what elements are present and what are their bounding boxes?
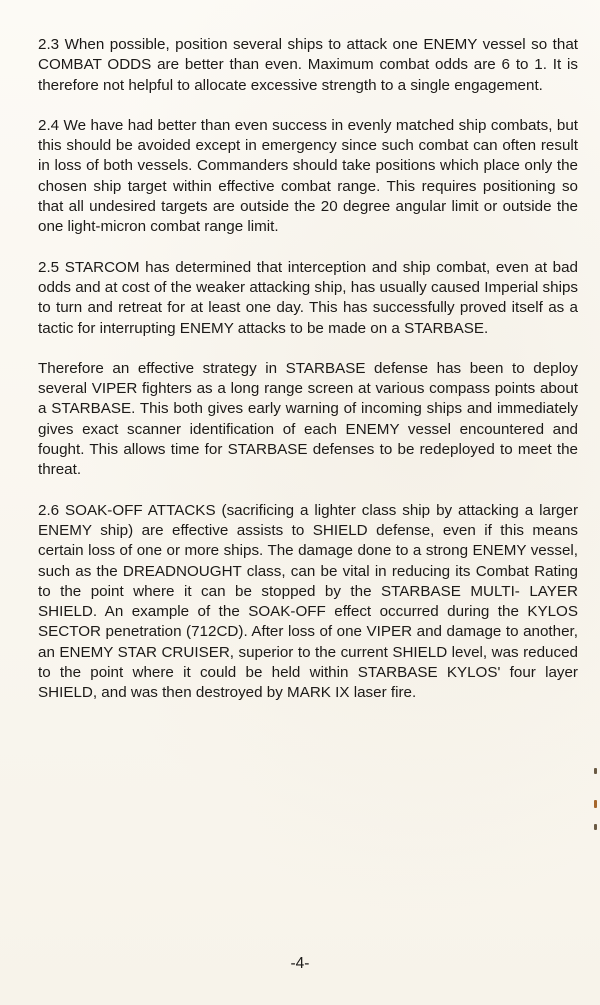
- paragraph-starbase-defense: Therefore an effective strategy in STARBASE defense has been to deploy several VIPER fighters as a long range screen at various compass points about a STARBASE. This both gives early warning of incoming ships and immediately gives exact scanner identification of each ENEMY vessel encountered and fought. This allows time for STARBASE defenses to be redeployed to meet the threat.: [38, 359, 578, 479]
- paragraph-2-6: 2.6 SOAK-OFF ATTACKS (sacrificing a lighter class ship by attacking a larger ENEMY ship) are effective assists to SHIELD defense, even if this means certain loss of one or more ships. The damage done to a strong ENEMY vessel, such as the DREADNOUGHT class, can be vital in reducing its Combat Rating to the point where it can be stopped by the STARBASE MULTI- LAYER SHIELD. An example of the SOAK-OFF effect occurred during the KYLOS SECTOR penetration (712CD). After loss of one VIPER and damage to another, an ENEMY STAR CRUISER, superior to the current SHIELD level, was reduced to the point where it could be held within STARBASE KYLOS' four layer SHIELD, and was then destroyed by MARK IX laser fire.: [38, 501, 578, 702]
- paragraph-2-5: 2.5 STARCOM has determined that interception and ship combat, even at bad odds and at cost of the weaker attacking ship, has usually caused Imperial ships to turn and retreat for at least one day. This has successfully proved itself as a tactic for interrupting ENEMY attacks to be made on a STARBASE.: [38, 258, 578, 337]
- page-number: -4-: [290, 955, 310, 972]
- edge-mark-bottom: [594, 824, 597, 830]
- edge-mark-top: [594, 768, 597, 774]
- paragraph-2-4: 2.4 We have had better than even success in evenly matched ship combats, but this should be avoided except in emergency since such combat can often result in loss of both vessels. Commanders should take positions which place only the chosen ship target within effective combat range. This requires positioning so that all undesired targets are outside the 20 degree angular limit or outside the one light-micron combat range limit.: [38, 116, 578, 236]
- paragraph-2-3: 2.3 When possible, position several ships to attack one ENEMY vessel so that COMBAT ODDS are better than even. Maximum combat odds are 6 to 1. It is therefore not helpful to allocate excessive strength to a single engagement.: [38, 36, 578, 94]
- edge-mark-middle: [594, 800, 597, 808]
- body-text: [38, 35, 578, 724]
